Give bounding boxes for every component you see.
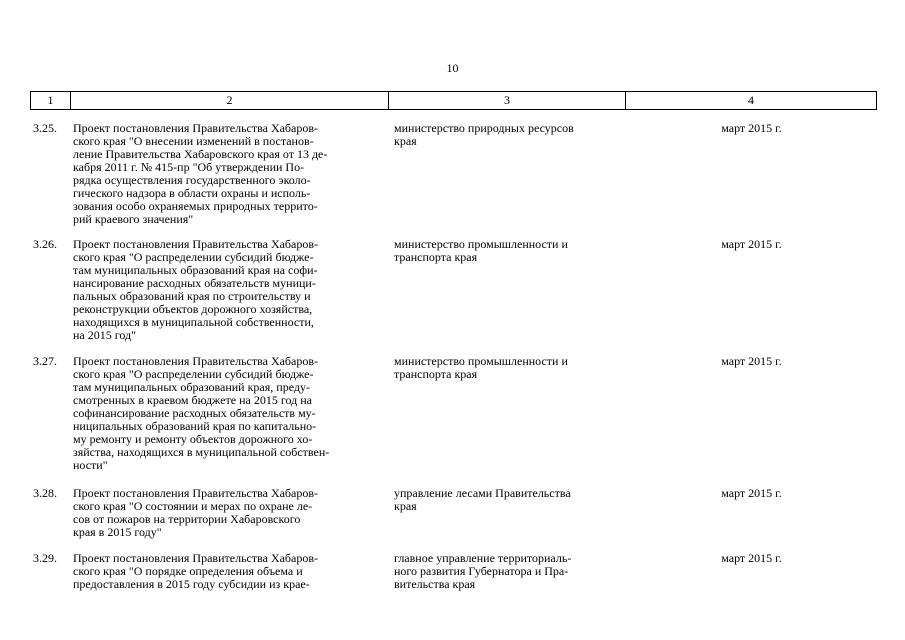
deadline: март 2015 г. xyxy=(721,237,782,251)
document-title: Проект постановления Правительства Хабаров- ского края "О порядке определения объема и предоставления в 2015 году субсидии из крае- xyxy=(73,551,319,591)
document-title: Проект постановления Правительства Хабаров- ского края "О состоянии и мерах по охране ле- сов от пожаров на территории Хабаровского края в 2015 году" xyxy=(73,486,319,539)
item-number: 3.29. xyxy=(33,551,57,565)
document-title: Проект постановления Правительства Хабаров- ского края "О распределении субсидий бюдже- там муниципальных образований края на софи- нансирование расходных обязательств муници- пальных образований края по строительству и реконструкции объектов дорожного хозяйства, находящихся в муниципальной собственности, на 2015 год" xyxy=(73,237,319,342)
item-number: 3.26. xyxy=(33,237,57,251)
deadline: март 2015 г. xyxy=(721,551,782,565)
deadline: март 2015 г. xyxy=(721,486,782,500)
column-header-3: 3 xyxy=(389,92,626,110)
column-header-table xyxy=(30,91,877,110)
deadline: март 2015 г. xyxy=(721,354,782,368)
item-number: 3.28. xyxy=(33,486,57,500)
responsible-body: управление лесами Правительства края xyxy=(394,486,571,513)
item-number: 3.27. xyxy=(33,354,57,368)
responsible-body: министерство промышленности и транспорта края xyxy=(394,354,568,381)
responsible-body: главное управление территориаль- ного развития Губернатора и Пра- вительства края xyxy=(394,551,572,591)
responsible-body: министерство промышленности и транспорта края xyxy=(394,237,568,264)
column-header-2: 2 xyxy=(71,92,389,110)
document-title: Проект постановления Правительства Хабаров- ского края "О распределении субсидий бюдже- там муниципальных образований края, преду- смотренных в краевом бюджете на 2015 год на софинансирование расходных обязательств му- ниципальных образований края по капитально- му ремонту и ремонту объектов дорожного хо- зяйства, находящихся в муниципальной собствен- ности" xyxy=(73,354,330,472)
column-header-1: 1 xyxy=(31,92,71,110)
column-header-row xyxy=(31,92,877,110)
document-title: Проект постановления Правительства Хабаров- ского края "О внесении изменений в постанов- ление Правительства Хабаровского края от 13 де- кабря 2011 г. № 415-пр "Об утверждении По- рядка осуществления государственного эколо- гического надзора в области охраны и исполь- зования особо охраняемых природных террито- рий краевого значения" xyxy=(73,121,328,226)
deadline: март 2015 г. xyxy=(721,121,782,135)
page-number: 10 xyxy=(446,61,459,75)
item-number: 3.25. xyxy=(33,121,57,135)
responsible-body: министерство природных ресурсов края xyxy=(394,121,574,148)
column-header-4: 4 xyxy=(626,92,877,110)
